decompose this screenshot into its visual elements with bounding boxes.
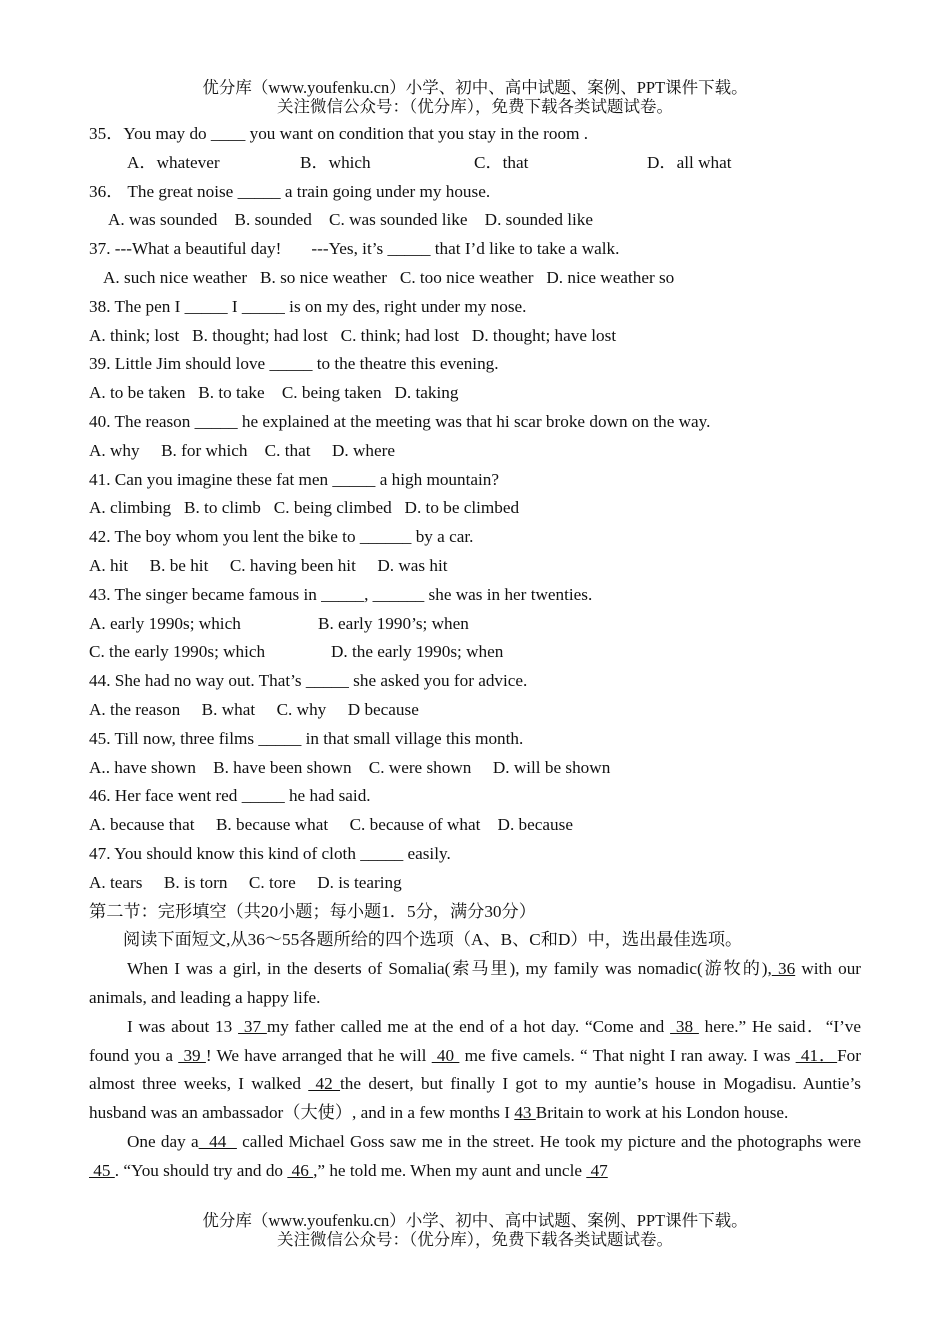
q35-option-d: D．all what [647, 152, 732, 172]
q39-options: A. to be taken B. to take C. being taken D. taking [89, 383, 459, 403]
passage-text: Britain to work at his London house. [535, 1103, 789, 1123]
exam-content [89, 120, 861, 1185]
blank-44: 44 [198, 1131, 237, 1151]
blank-38: 38 [670, 1016, 699, 1036]
q43-options-row2 [89, 638, 861, 667]
q39-stem: 39. Little Jim should love _____ to the theatre this evening. [89, 354, 499, 374]
passage-text: I was about 13 [127, 1016, 239, 1036]
q43-stem: 43. The singer became famous in _____, ______ she was in her twenties. [89, 584, 593, 604]
q41-stem: 41. Can you imagine these fat men _____ a high mountain? [89, 469, 500, 489]
passage-text: . “You should try and do [114, 1160, 288, 1180]
page-header [0, 78, 950, 116]
q37-stem: 37. ---What a beautiful day! ---Yes, it’s _____ that I’d like to take a walk. [89, 239, 620, 259]
q37-options: A. such nice weather B. so nice weather C. too nice weather D. nice weather so [103, 267, 675, 287]
q35-option-b: B．which [300, 152, 371, 172]
q46-stem: 46. Her face went red _____ he had said. [89, 786, 371, 806]
q35-stem: 35．You may do ____ you want on condition that you stay in the room . [89, 124, 589, 143]
header-line-1: 优分库（www.youfenku.cn）小学、初中、高中试题、案例、PPT课件下载。 [202, 78, 748, 97]
passage-text: called Michael Goss saw me in the street. He took my picture and the photographs were [236, 1131, 861, 1151]
blank-39: 39 [178, 1045, 206, 1065]
q35-options [89, 149, 861, 178]
q45-options: A.. have shown B. have been shown C. were shown D. will be shown [89, 757, 611, 777]
blank-41: 41． [795, 1045, 838, 1065]
blank-45: 45 [89, 1160, 115, 1180]
passage-text: For almost three weeks, I walked [89, 1045, 861, 1094]
section2-title: 第二节：完形填空（共20小题；每小题1．5分，满分30分） [89, 901, 536, 921]
passage-paragraph-3 [89, 1128, 861, 1186]
q42-stem: 42. The boy whom you lent the bike to ______ by a car. [89, 527, 474, 547]
section2-instruction: 阅读下面短文,从36～55各题所给的四个选项（A、B、C和D）中，选出最佳选项。 [123, 930, 743, 950]
q35-option-c: C．that [474, 152, 529, 172]
q36-options: A. was sounded B. sounded C. was sounded like D. sounded like [108, 210, 594, 230]
q47-options: A. tears B. is torn C. tore D. is tearing [89, 872, 402, 892]
q43-option-c: C. the early 1990s; which [89, 642, 266, 662]
passage-text: with our animals, and leading a happy life. [89, 959, 862, 1007]
header-line-2: 关注微信公众号：（优分库），免费下载各类试题试卷。 [277, 97, 673, 116]
q36-stem: 36． The great noise _____ a train going under my house. [89, 181, 491, 201]
q42-options: A. hit B. be hit C. having been hit D. was hit [89, 555, 448, 575]
passage-paragraph-1 [89, 955, 861, 1013]
passage-text: ,” he told me. When my aunt and uncle [313, 1160, 587, 1180]
blank-47: 47 [586, 1160, 608, 1180]
blank-42: 42 [308, 1074, 341, 1094]
q35-option-a: A．whatever [127, 152, 220, 172]
passage-text: me five camels. “ That night I ran away. I was [459, 1045, 796, 1065]
q40-stem: 40. The reason _____ he explained at the meeting was that hi scar broke down on the way. [89, 411, 711, 431]
q43-options-row1 [89, 610, 861, 639]
footer-line-1: 优分库（www.youfenku.cn）小学、初中、高中试题、案例、PPT课件下载。 [202, 1211, 748, 1230]
passage-text: ! We have arranged that he will [205, 1045, 432, 1065]
q40-options: A. why B. for which C. that D. where [89, 440, 395, 460]
q46-options: A. because that B. because what C. because of what D. because [89, 815, 573, 835]
q44-options: A. the reason B. what C. why D because [89, 699, 419, 719]
q45-stem: 45. Till now, three films _____ in that small village this month. [89, 728, 524, 748]
q47-stem: 47. You should know this kind of cloth _____ easily. [89, 843, 451, 863]
passage-text: my father called me at the end of a hot day. “Come and [266, 1016, 671, 1036]
page-footer [0, 1211, 950, 1249]
blank-36: 36 [771, 959, 796, 979]
footer-line-2: 关注微信公众号：（优分库），免费下载各类试题试卷。 [277, 1230, 673, 1249]
q43-option-b: B. early 1990’s; when [318, 613, 469, 633]
passage-text: When I was a girl, in the deserts of Somalia(索马里), my family was nomadic(游牧的), [127, 959, 772, 979]
q43-option-a: A. early 1990s; which [89, 613, 241, 633]
q38-options: A. think; lost B. thought; had lost C. think; had lost D. thought; have lost [89, 325, 617, 345]
q43-option-d: D. the early 1990s; when [331, 642, 504, 662]
passage-text: here.” He said．“I’ve found you a [89, 1016, 862, 1065]
passage-text: One day a [127, 1131, 199, 1151]
q41-options: A. climbing B. to climb C. being climbed D. to be climbed [89, 498, 520, 518]
passage-text: the desert, but finally I got to my auntie’s house in Mogadisu. Auntie’s husband was an ambassador（大使）, and in a few months I [89, 1074, 861, 1123]
blank-40: 40 [431, 1045, 460, 1065]
blank-37: 37 [238, 1016, 267, 1036]
blank-46: 46 [287, 1160, 314, 1180]
passage-paragraph-2 [89, 1013, 861, 1128]
blank-43: 43 [514, 1103, 536, 1123]
q44-stem: 44. She had no way out. That’s _____ she asked you for advice. [89, 671, 528, 691]
q38-stem: 38. The pen I _____ I _____ is on my des, right under my nose. [89, 296, 527, 316]
